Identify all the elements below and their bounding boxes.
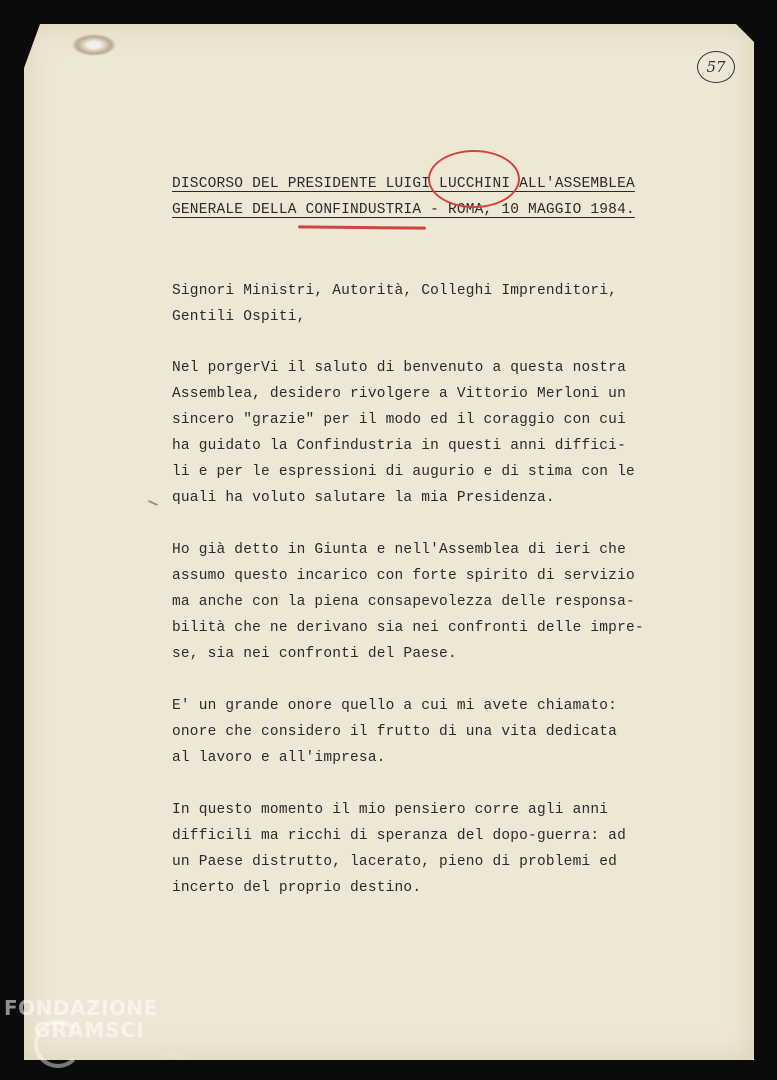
title-line-1: DISCORSO DEL PRESIDENTE LUIGI LUCCHINI ALL'ASSEMBLEA (172, 176, 635, 192)
page-number-stamp: 57 (697, 51, 735, 83)
paragraph-3-line: E' un grande onore quello a cui mi avete chiamato: (172, 698, 618, 714)
watermark-sub: onlus (162, 1052, 187, 1062)
paragraph-2-line: se, sia nei confronti del Paese. (172, 646, 457, 662)
red-circle-annotation (428, 150, 520, 208)
paragraph-4-line: un Paese distrutto, lacerato, pieno di problemi ed (172, 854, 618, 870)
salutation-line-1: Signori Ministri, Autorità, Colleghi Imprenditori, (172, 283, 618, 299)
paragraph-2-line: bilità che ne derivano sia nei confronti delle impre- (172, 620, 644, 636)
paragraph-2-line: ma anche con la piena consapevolezza delle responsa- (172, 594, 635, 610)
watermark-line-1: FONDAZIONE (4, 996, 158, 1020)
paragraph-1-line: sincero "grazie" per il modo ed il coraggio con cui (172, 412, 626, 428)
paragraph-2-line: assumo questo incarico con forte spirito di servizio (172, 568, 635, 584)
paragraph-4-line: In questo momento il mio pensiero corre agli anni (172, 802, 609, 818)
fondazione-gramsci-watermark (4, 996, 194, 1076)
paragraph-1-line: ha guidato la Confindustria in questi anni diffici- (172, 438, 626, 454)
folded-corner (736, 24, 754, 42)
staple-hole (72, 34, 116, 56)
paragraph-1-line: quali ha voluto salutare la mia Presidenza. (172, 490, 555, 506)
paragraph-1-line: Assemblea, desidero rivolgere a Vittorio Merloni un (172, 386, 626, 402)
paragraph-4-line: incerto del proprio destino. (172, 880, 422, 896)
torn-corner (24, 24, 40, 68)
watermark-line-2: GRAMSCI (34, 1018, 145, 1042)
paragraph-3-line: onore che considero il frutto di una vita dedicata (172, 724, 618, 740)
paragraph-2-line: Ho già detto in Giunta e nell'Assemblea di ieri che (172, 542, 626, 558)
paragraph-4-line: difficili ma ricchi di speranza del dopo-guerra: ad (172, 828, 626, 844)
paragraph-3-line: al lavoro e all'impresa. (172, 750, 386, 766)
salutation-line-2: Gentili Ospiti, (172, 309, 306, 325)
paragraph-1-line: li e per le espressioni di augurio e di stima con le (172, 464, 635, 480)
title-line-2: GENERALE DELLA CONFINDUSTRIA - ROMA, 10 MAGGIO 1984. (172, 202, 635, 218)
paragraph-1-line: Nel porgerVi il saluto di benvenuto a questa nostra (172, 360, 626, 376)
